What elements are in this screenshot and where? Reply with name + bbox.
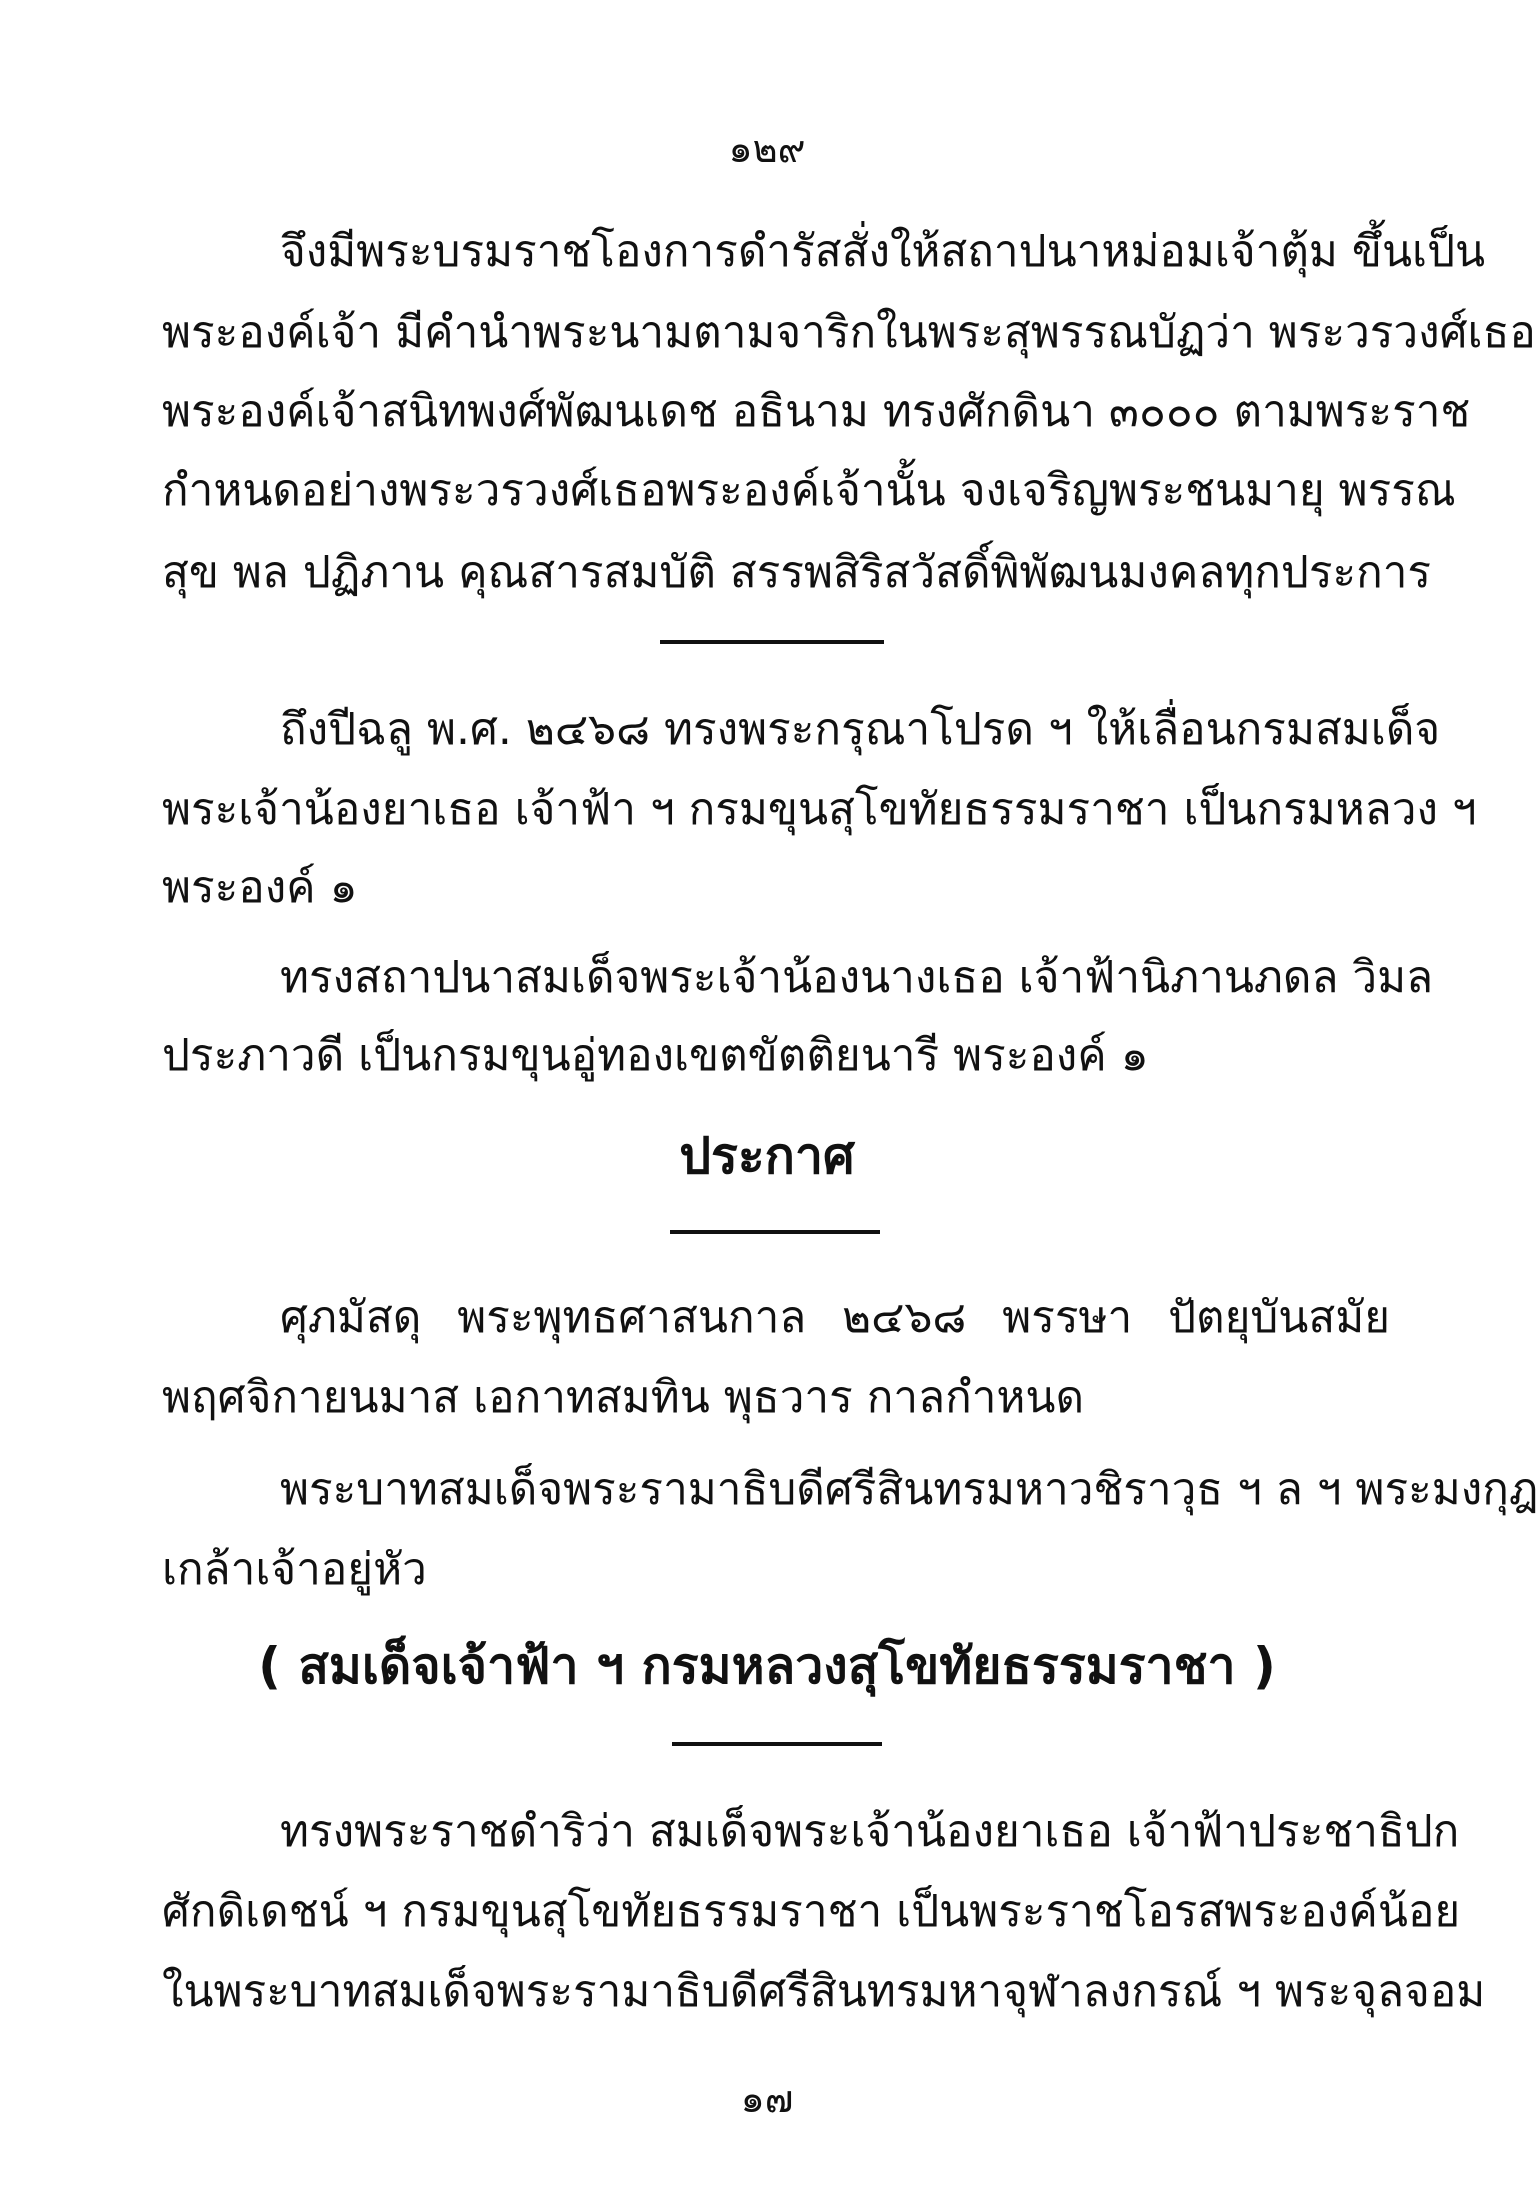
para5-line-2: เกล้าเจ้าอยู่หัว [162, 1544, 427, 1595]
para4-line-2: พฤศจิกายนมาส เอกาทสมทิน พุธวาร กาลกำหนด [162, 1372, 1085, 1423]
para3-line-2: ประภาวดี เป็นกรมขุนอู่ทองเขตขัตติยนารี พระองค์ ๑ [162, 1030, 1149, 1081]
header-page-number: ๑๒๙ [728, 127, 806, 171]
para1-line-2: พระองค์เจ้า มีคำนำพระนามตามจาริกในพระสุพรรณบัฏว่า พระวรวงศ์เธอ [162, 307, 1536, 358]
divider-rule [672, 1742, 882, 1746]
para1-line-3: พระองค์เจ้าสนิทพงศ์พัฒนเดช อธินาม ทรงศักดินา ๓๐๐๐ ตามพระราช [162, 386, 1471, 437]
heading-announcement: ประกาศ [679, 1127, 855, 1185]
para3-line-1: ทรงสถาปนาสมเด็จพระเจ้าน้องนางเธอ เจ้าฟ้านิภานภดล วิมล [280, 952, 1434, 1003]
para2-line-2: พระเจ้าน้องยาเธอ เจ้าฟ้า ฯ กรมขุนสุโขทัยธรรมราชา เป็นกรมหลวง ฯ [162, 784, 1477, 835]
para1-line-1: จึงมีพระบรมราชโองการดำรัสสั่งให้สถาปนาหม่อมเจ้าตุ้ม ขึ้นเป็น [280, 226, 1486, 277]
para6-line-1: ทรงพระราชดำริว่า สมเด็จพระเจ้าน้องยาเธอ เจ้าฟ้าประชาธิปก [280, 1806, 1460, 1857]
para1-line-4: กำหนดอย่างพระวรวงศ์เธอพระองค์เจ้านั้น จงเจริญพระชนมายุ พรรณ [162, 465, 1456, 516]
heading-subtitle: ( สมเด็จเจ้าฟ้า ฯ กรมหลวงสุโขทัยธรรมราชา ) [258, 1637, 1276, 1695]
para6-line-3: ในพระบาทสมเด็จพระรามาธิบดีศรีสินทรมหาจุฬาลงกรณ์ ฯ พระจุลจอม [162, 1966, 1486, 2017]
divider-rule [660, 640, 884, 644]
para1-line-5: สุข พล ปฏิภาน คุณสารสมบัติ สรรพสิริสวัสดิ์พิพัฒนมงคลทุกประการ [162, 547, 1432, 598]
para2-line-3: พระองค์ ๑ [162, 862, 358, 913]
para5-line-1: พระบาทสมเด็จพระรามาธิบดีศรีสินทรมหาวชิราวุธ ฯ ล ฯ พระมงกุฎ [280, 1464, 1538, 1515]
para4-line-1: ศุภมัสดุ พระพุทธศาสนกาล ๒๔๖๘ พรรษา ปัตยุบันสมัย [280, 1292, 1390, 1343]
para2-line-1: ถึงปีฉลู พ.ศ. ๒๔๖๘ ทรงพระกรุณาโปรด ฯ ให้เลื่อนกรมสมเด็จ [280, 704, 1441, 755]
footer-page-number: ๑๗ [740, 2077, 794, 2121]
divider-rule [670, 1230, 880, 1234]
para6-line-2: ศักดิเดชน์ ฯ กรมขุนสุโขทัยธรรมราชา เป็นพระราชโอรสพระองค์น้อย [162, 1886, 1461, 1937]
